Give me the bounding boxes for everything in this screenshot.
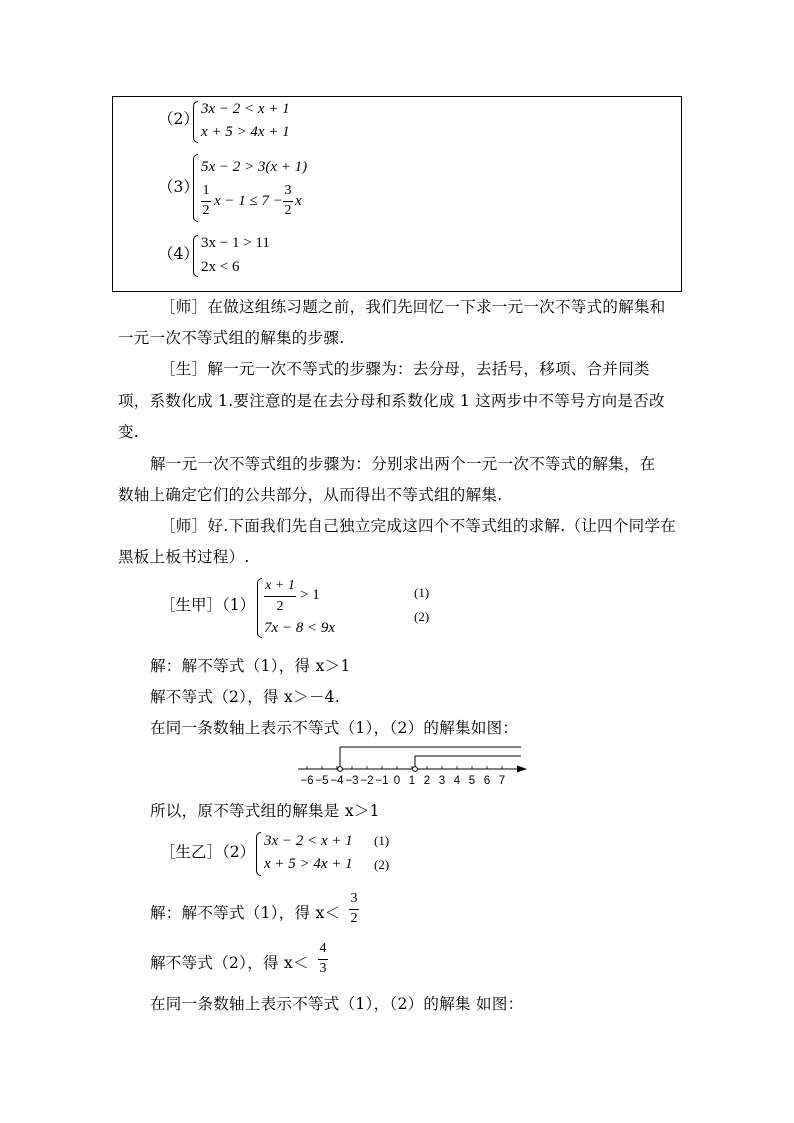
yi-label: ［生乙］（2） (160, 843, 256, 861)
problem-4-line2: 2x < 6 (201, 259, 240, 275)
para2-line2: 项，系数化成 1.要注意的是在去分母和系数化成 1 这两步中不等号方向是否改 (118, 392, 665, 410)
jia-tag2: (2) (414, 609, 430, 624)
para2-line3: 变. (118, 423, 140, 441)
open-point-minus-4 (338, 767, 343, 772)
para3-line1: 解一元一次不等式组的步骤为：分别求出两个一元一次不等式的解集，在 (150, 455, 656, 473)
number-line-tick-label: −5 (315, 775, 329, 787)
problem-4-line1: 3x − 1 > 11 (201, 235, 270, 251)
problem-3-frac2-den: 2 (284, 203, 292, 218)
problem-4-label: （4） (158, 245, 199, 263)
jia-label: ［生甲］（1） (160, 596, 256, 614)
yi-sol1-den: 2 (350, 911, 358, 926)
jia-conclusion: 所以，原不等式组的解集是 x＞1 (150, 802, 380, 820)
problem-3-frac1-den: 2 (202, 203, 210, 218)
jia-frac-num: x + 1 (265, 578, 295, 593)
problem-3-brace (193, 154, 198, 222)
para4-line1: ［师］好.下面我们先自己独立完成这四个不等式组的求解.（让四个同学在 (160, 517, 677, 535)
problem-2-line1: 3x − 2 < x + 1 (201, 101, 290, 117)
yi-sol1-bar (349, 909, 359, 910)
yi-brace (256, 832, 261, 876)
para4-line2: 黑板上板书过程）. (118, 548, 250, 566)
number-line-tick-label: 7 (498, 775, 506, 787)
jia-rhs: > 1 (300, 587, 320, 603)
jia-tag1: (1) (414, 585, 430, 600)
jia-sol2: 解不等式（2），得 x＞－4. (150, 688, 341, 706)
problem-3-frac2-num: 3 (284, 183, 292, 198)
yi-sol2-text: 解不等式（2），得 x＜ (150, 954, 309, 972)
number-line-tick-label: 1 (408, 775, 416, 787)
problem-3-label: （3） (158, 178, 199, 196)
number-line-tick-label: 2 (423, 775, 431, 787)
open-point-1 (413, 767, 418, 772)
number-line-tick-label: −4 (330, 775, 344, 787)
number-line-tick-label: 6 (483, 775, 491, 787)
jia-sol1: 解：解不等式（1），得 x＞1 (150, 657, 351, 675)
number-line-tick-label: 0 (393, 775, 401, 787)
yi-sol3: 在同一条数轴上表示不等式（1），（2）的解集 如图： (150, 995, 524, 1013)
yi-sol2-bar (318, 959, 328, 960)
problem-2-line2: x + 5 > 4x + 1 (201, 124, 290, 140)
number-line-tick-label: −3 (345, 775, 359, 787)
para2-line1: ［生］解一元一次不等式的步骤为：去分母，去括号，移项、合并同类 (160, 360, 650, 378)
jia-brace (257, 578, 262, 638)
jia-sol3: 在同一条数轴上表示不等式（1），（2）的解集如图： (150, 719, 519, 737)
problem-3-line2-end: x (295, 193, 302, 209)
problem-4-brace (193, 235, 198, 277)
para3-line2: 数轴上确定它们的公共部分，从而得出不等式组的解集. (118, 486, 503, 504)
number-line-arrow (517, 766, 527, 773)
number-line-tick-label: 5 (468, 775, 476, 787)
para1-line1: ［师］在做这组练习题之前，我们先回忆一下求一元一次不等式的解集和 (160, 298, 666, 316)
problem-3-frac2-bar (283, 201, 293, 202)
yi-tag1: (1) (374, 833, 390, 848)
yi-sol1-num: 3 (350, 891, 358, 906)
problem-3-frac1-num: 1 (202, 183, 210, 198)
problem-2-brace (193, 101, 198, 143)
number-line-tick-label: 4 (453, 775, 461, 787)
yi-line2: x + 5 > 4x + 1 (264, 856, 353, 872)
yi-line1: 3x − 2 < x + 1 (264, 833, 353, 849)
yi-sol1-text: 解：解不等式（1），得 x＜ (150, 904, 341, 922)
para1-line2: 一元一次不等式组的解集的步骤. (118, 329, 345, 347)
number-line-tick-label: −6 (300, 775, 314, 787)
number-line-figure (295, 742, 531, 790)
yi-tag2: (2) (374, 857, 390, 872)
problem-2-label: （2） (158, 110, 199, 128)
number-line-tick-label: −1 (375, 775, 389, 787)
number-line-tick-label: −2 (360, 775, 374, 787)
jia-line2: 7x − 8 < 9x (264, 620, 336, 636)
yi-sol2-den: 3 (319, 961, 327, 976)
number-line-tick-label: 3 (438, 775, 446, 787)
jia-frac-den: 2 (276, 599, 284, 614)
jia-frac-bar (264, 596, 296, 597)
problem-3-frac1-bar (201, 201, 211, 202)
problem-3-line2-mid: x − 1 ≤ 7 − (214, 193, 283, 209)
problem-3-line1: 5x − 2 > 3(x + 1) (201, 159, 308, 175)
yi-sol2-num: 4 (319, 941, 327, 956)
